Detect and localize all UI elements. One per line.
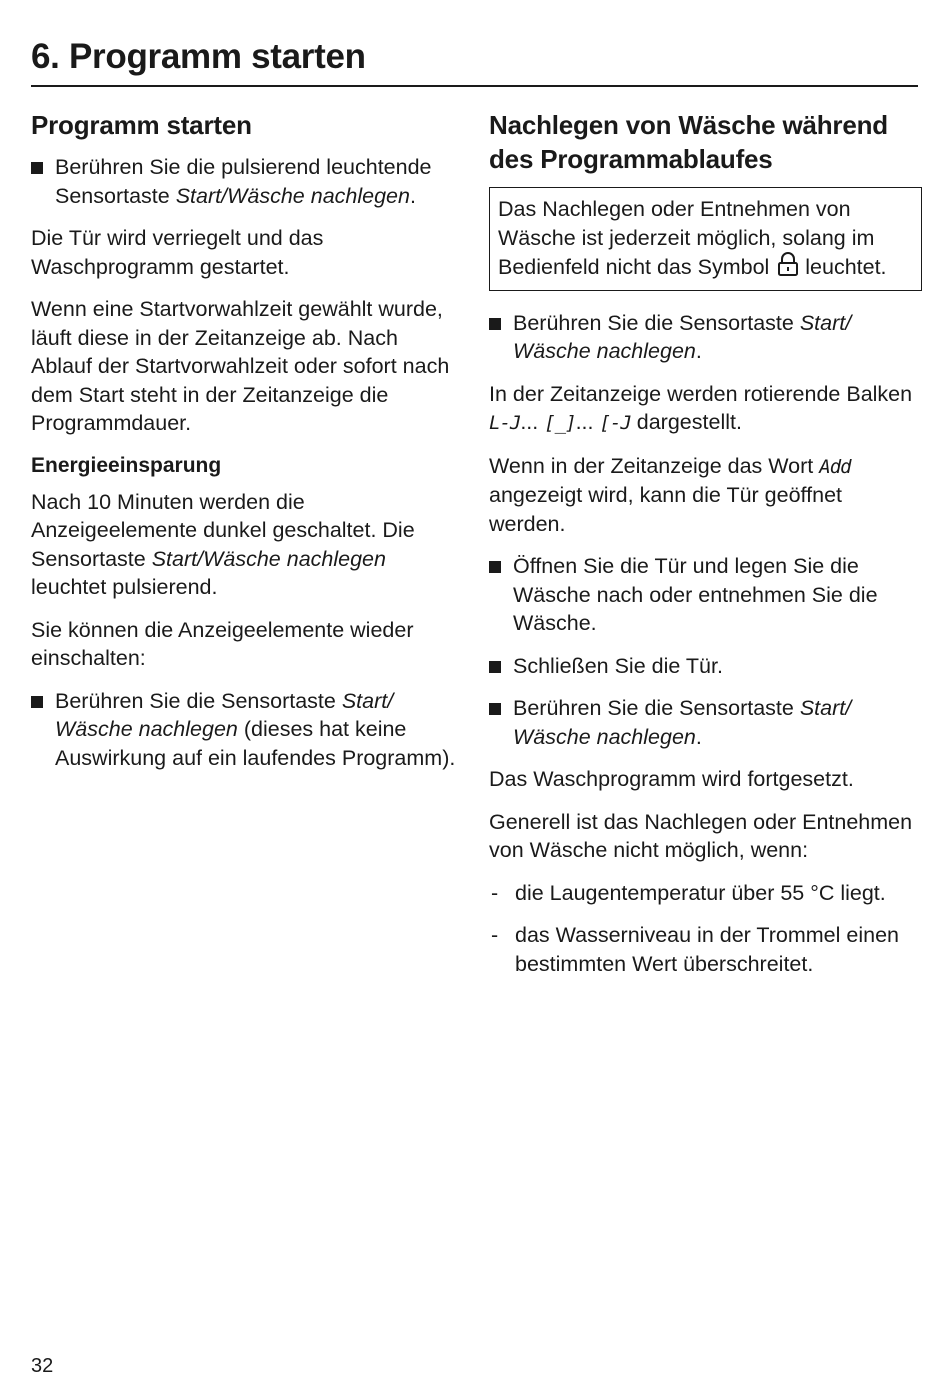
list-item: Berühren Sie die Sensortaste Start/ Wäsche nachlegen. — [489, 309, 921, 366]
bullet-square-icon — [489, 318, 501, 330]
display-word-add: Add — [819, 455, 851, 478]
bullet-square-icon — [489, 561, 501, 573]
list-item: Berühren Sie die Sensortaste Start/ Wäsche nachlegen. — [489, 694, 921, 751]
paragraph: Nach 10 Minuten werden die Anzeigeelemente dunkel geschaltet. Die Sensortaste Start/Wäsche nachlegen leuchtet pulsierend. — [31, 489, 415, 599]
bullet-square-icon — [489, 661, 501, 673]
lock-icon — [777, 252, 799, 284]
paragraph: Wenn eine Startvorwahlzeit gewählt wurde, läuft diese in der Zeitanzeige ab. Nach Ablauf der Startvorwahlzeit oder sofort nach dem Start steht in der Zeitanzeige die Programmdauer. — [31, 297, 450, 435]
bullet-square-icon — [489, 703, 501, 715]
page-title: 6. Programm starten — [31, 37, 366, 76]
list-item: Berühren Sie die Sensortaste Start/ Wäsche nachlegen (dieses hat keine Auswirkung auf ein laufendes Programm). — [31, 687, 463, 773]
section-heading-nachlegen: Nachlegen von Wäsche während des Programmablaufes — [489, 110, 888, 174]
paragraph: Generell ist das Nachlegen oder Entnehmen von Wäsche nicht möglich, wenn: — [489, 809, 913, 862]
right-column — [489, 108, 921, 992]
paragraph: Sie können die Anzeigeelemente wieder einschalten: — [31, 617, 414, 670]
display-segment-2: [_] — [544, 412, 576, 434]
bullet-square-icon — [31, 696, 43, 708]
paragraph: Das Waschprogramm wird fortgesetzt. — [489, 767, 854, 791]
info-box: Das Nachlegen oder Entnehmen von Wäsche ist jederzeit möglich, solang im Bedienfeld nicht das Symbol leuchtet. — [489, 187, 922, 291]
dash-bullet: - — [491, 880, 499, 905]
header-rule — [31, 85, 918, 87]
list-item: Berühren Sie die pulsierend leuchtende Sensortaste Start/Wäsche nachlegen. — [31, 153, 463, 210]
display-segment-1: L-J — [489, 412, 521, 434]
page-header — [31, 36, 918, 78]
page-number: 32 — [31, 1355, 54, 1377]
paragraph: Die Tür wird verriegelt und das Waschprogramm gestartet. — [31, 226, 324, 279]
bullet-square-icon — [31, 162, 43, 174]
dash-list-item: - das Wasserniveau in der Trommel einen bestimmten Wert überschreitet. — [491, 923, 899, 976]
paragraph: In der Zeitanzeige werden rotierende Balken L-J... [_]... [-J dargestellt. — [489, 381, 913, 434]
display-segment-3: [-J — [599, 412, 631, 434]
dash-bullet: - — [491, 923, 499, 947]
subheading-energieeinsparung: Energieeinsparung — [31, 453, 222, 477]
paragraph: Wenn in der Zeitanzeige das Wort Add angezeigt wird, kann die Tür geöffnet werden. — [489, 453, 851, 536]
left-column — [31, 108, 463, 786]
dash-list-item: - die Laugentemperatur über 55 °C liegt. — [489, 879, 921, 908]
section-heading-programm-starten: Programm starten — [31, 110, 252, 140]
list-item: Schließen Sie die Tür. — [489, 652, 921, 681]
list-item: Öffnen Sie die Tür und legen Sie die Wäsche nach oder entnehmen Sie die Wäsche. — [489, 552, 921, 638]
